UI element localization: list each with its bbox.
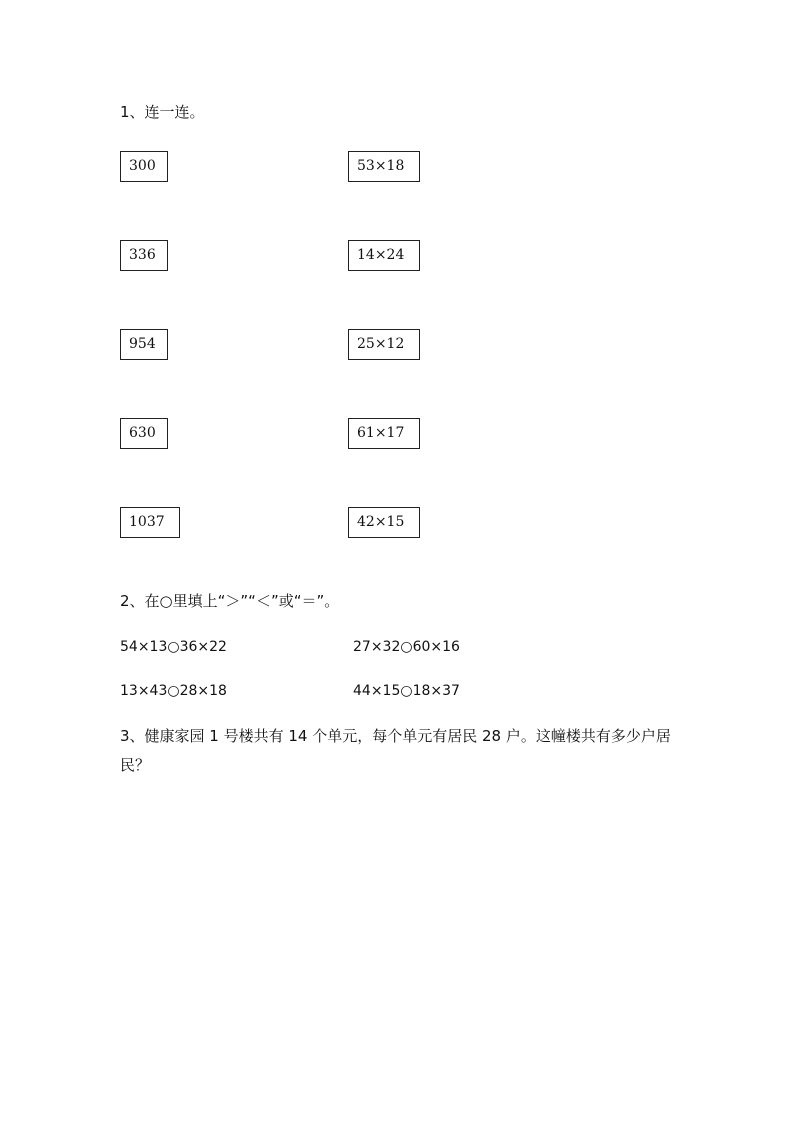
right-expression-box: 53×18 <box>348 151 420 182</box>
question-1-title: 1、连一连。 <box>120 103 205 121</box>
question-2-title: 2、在○里填上“＞”“＜”或“＝”。 <box>120 592 340 610</box>
right-expression-box: 25×12 <box>348 329 420 360</box>
right-expression-box: 61×17 <box>348 418 420 449</box>
comparison-expression: 27×32○60×16 <box>353 639 460 655</box>
left-number-box: 336 <box>120 240 168 271</box>
comparison-expression: 13×43○28×18 <box>120 683 227 699</box>
question-3-text: 3、健康家园 1 号楼共有 14 个单元，每个单元有居民 28 户。这幢楼共有多少户居民？ <box>120 727 671 774</box>
left-number-box: 300 <box>120 151 168 182</box>
left-number-box: 630 <box>120 418 168 449</box>
comparison-expression: 54×13○36×22 <box>120 639 227 655</box>
right-expression-box: 14×24 <box>348 240 420 271</box>
right-expression-box: 42×15 <box>348 507 420 538</box>
left-number-box: 954 <box>120 329 168 360</box>
comparison-expression: 44×15○18×37 <box>353 683 460 699</box>
left-number-box: 1037 <box>120 507 180 538</box>
